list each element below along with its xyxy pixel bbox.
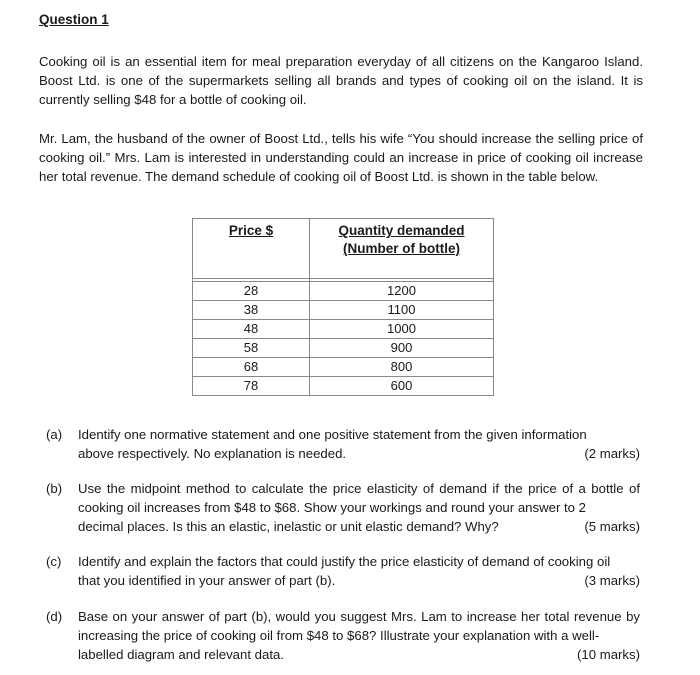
question-text: Identify and explain the factors that could justify the price elasticity of demand of cooking oil bbox=[78, 554, 611, 569]
question-b bbox=[46, 479, 640, 536]
question-last-line bbox=[78, 444, 640, 463]
question-last-line bbox=[78, 517, 640, 536]
quantity-cell: 800 bbox=[310, 358, 494, 377]
question-last-line bbox=[78, 645, 640, 664]
question-label: (c) bbox=[46, 554, 62, 569]
price-cell: 58 bbox=[193, 339, 310, 358]
table-row bbox=[193, 320, 494, 339]
table-row bbox=[193, 339, 494, 358]
question-text-end: that you identified in your answer of part (b). bbox=[78, 573, 336, 588]
quantity-cell: 1100 bbox=[310, 301, 494, 320]
question-heading: Question 1 bbox=[39, 12, 109, 27]
marks-label: (2 marks) bbox=[584, 446, 640, 461]
marks-label: (10 marks) bbox=[576, 647, 640, 662]
question-last-line bbox=[78, 571, 640, 590]
table-row bbox=[193, 377, 494, 396]
quantity-cell: 1000 bbox=[310, 320, 494, 339]
question-text: Identify one normative statement and one positive statement from the given information bbox=[78, 427, 587, 442]
question-text-end: decimal places. Is this an elastic, inelastic or unit elastic demand? Why? bbox=[78, 519, 499, 534]
question-text: Use the midpoint method to calculate the price elasticity of demand if the price of a bottle of cooking oil increases from $48 to $68. Show your workings and round your answer to 2 bbox=[78, 481, 640, 515]
demand-schedule-table bbox=[192, 218, 494, 396]
question-c bbox=[46, 552, 640, 590]
quantity-cell: 900 bbox=[310, 339, 494, 358]
question-label: (a) bbox=[46, 427, 63, 442]
price-header: Price $ bbox=[193, 219, 310, 279]
marks-label: (5 marks) bbox=[584, 519, 640, 534]
question-text: Base on your answer of part (b), would you suggest Mrs. Lam to increase her total revenue by increasing the price of cooking oil from $48 to $68? Illustrate your explanation with a well- bbox=[78, 609, 640, 643]
table-row bbox=[193, 301, 494, 320]
price-cell: 28 bbox=[193, 282, 310, 301]
intro-paragraph: Cooking oil is an essential item for meal preparation everyday of all citizens on the Kangaroo Island. Boost Ltd. is one of the supermarkets selling all brands and types of cooking oil on the island. It is currently selling $48 for a bottle of cooking oil. bbox=[39, 54, 643, 107]
question-a bbox=[46, 425, 640, 463]
table-row bbox=[193, 358, 494, 377]
quantity-cell: 600 bbox=[310, 377, 494, 396]
marks-label: (3 marks) bbox=[584, 573, 640, 588]
question-text-end: labelled diagram and relevant data. bbox=[78, 647, 285, 662]
question-text-end: above respectively. No explanation is needed. bbox=[78, 446, 347, 461]
price-cell: 48 bbox=[193, 320, 310, 339]
question-label: (b) bbox=[46, 481, 63, 496]
price-cell: 68 bbox=[193, 358, 310, 377]
quantity-header-line1: Quantity demanded bbox=[338, 223, 465, 238]
quantity-header bbox=[310, 219, 494, 279]
question-d bbox=[46, 607, 640, 664]
table-header-row bbox=[193, 219, 494, 279]
quantity-cell: 1200 bbox=[310, 282, 494, 301]
price-cell: 38 bbox=[193, 301, 310, 320]
price-cell: 78 bbox=[193, 377, 310, 396]
table-row bbox=[193, 282, 494, 301]
question-label: (d) bbox=[46, 609, 63, 624]
quantity-header-line2: (Number of bottle) bbox=[343, 241, 460, 256]
context-paragraph: Mr. Lam, the husband of the owner of Boost Ltd., tells his wife “You should increase the selling price of cooking oil.” Mrs. Lam is interested in understanding could an increase in price of cooking oil increase her total revenue. The demand schedule of cooking oil of Boost Ltd. is shown in the table below. bbox=[39, 131, 643, 184]
